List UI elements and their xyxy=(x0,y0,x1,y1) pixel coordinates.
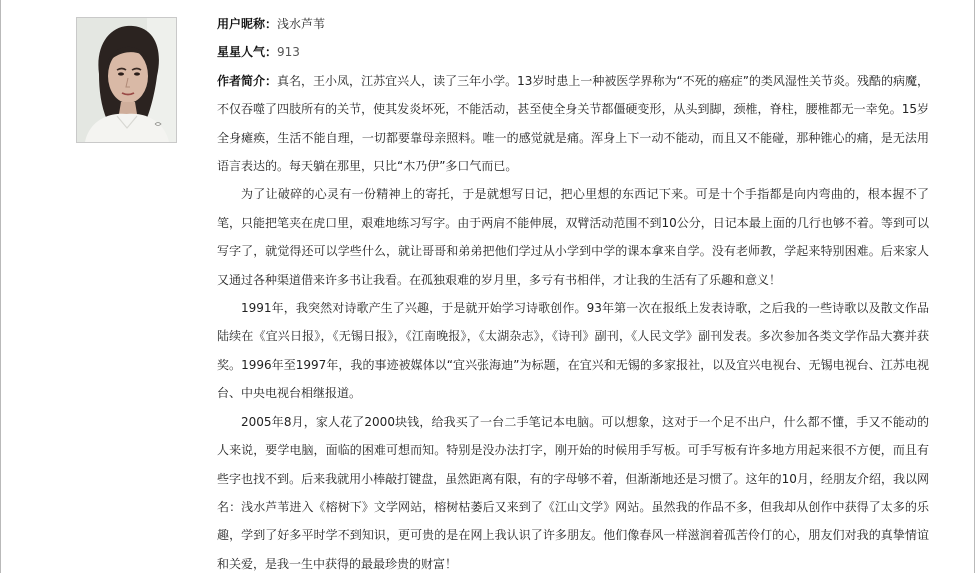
author-profile xyxy=(217,10,929,578)
bio-paragraph-1: 为了让破碎的心灵有一份精神上的寄托，于是就想写日记，把心里想的东西记下来。可是十个手指都是向内弯曲的，根本握不了笔，只能把笔夹在虎口里，艰难地练习写字。由于两肩不能伸展，双臂活动范围不到10公分，日记本最上面的几行也够不着。等到可以写字了，就觉得还可以学些什么，就让哥哥和弟弟把他们学过从小学到中学的课本拿来自学。没有老师教，学起来特别困难。后来家人又通过各种渠道借来许多书让我看。在孤独艰难的岁月里，多亏有书相伴，才让我的生活有了乐趣和意义！ xyxy=(217,187,929,287)
nickname-value: 浅水芦苇 xyxy=(277,17,326,31)
nickname-row xyxy=(217,10,929,38)
intro-label: 作者简介： xyxy=(217,73,278,88)
page-border-left xyxy=(0,0,1,573)
popularity-value: 913 xyxy=(277,45,300,60)
bio-paragraph-3: 2005年8月，家人花了2000块钱，给我买了一台二手笔记本电脑。可以想象，这对于一个足不出户，什么都不懂，手又不能动的人来说，要学电脑，面临的困难可想而知。特别是没办法打字，刚开始的时候用手写板。可手写板有许多地方用起来很不方便，而且有些字也找不到。后来我就用小棒敲打键盘，虽然距离有限，有的字母够不着，但渐渐地还是习惯了。这年的10月，经朋友介绍，我以网名：浅水芦苇进入《榕树下》文学网站，榕树枯萎后又来到了《江山文学》网站。虽然我的作品不多，但我却从创作中获得了太多的乐趣，学到了好多平时学不到知识，更可贵的是在网上我认识了许多朋友。他们像春风一样滋润着孤苦伶仃的心，朋友们对我的真挚情谊和关爱，是我一生中获得的最最珍贵的财富！ xyxy=(217,414,929,571)
intro-row xyxy=(217,67,929,181)
nickname-label: 用户昵称： xyxy=(217,17,278,31)
author-photo xyxy=(76,17,177,143)
intro-text: 真名，王小凤，江苏宜兴人，读了三年小学。13岁时患上一种被医学界称为“不死的癌症”的类风湿性关节炎。残酷的病魔，不仅吞噬了四肢所有的关节，使其发炎坏死，不能活动，甚至使全身关节都僵硬变形，从头到脚，颈椎，脊柱，腰椎都无一幸免。15岁全身瘫痪，生活不能自理，一切都要靠母亲照料。唯一的感觉就是痛。浑身上下一动不能动，而且又不能碰，那种锥心的痛，是无法用语言表达的。每天躺在那里，只比“木乃伊”多口气而已。 xyxy=(217,73,929,174)
bio-paragraph-2: 1991年，我突然对诗歌产生了兴趣，于是就开始学习诗歌创作。93年第一次在报纸上发表诗歌，之后我的一些诗歌以及散文作品陆续在《宜兴日报》，《无锡日报》，《江南晚报》，《太湖杂志》，《诗刊》副刊，《人民文学》副刊发表。多次参加各类文学作品大赛并获奖。1996年至1997年，我的事迹被媒体以“宜兴张海迪”为标题，在宜兴和无锡的多家报社，以及宜兴电视台、无锡电视台、江苏电视台、中央电视台相继报道。 xyxy=(217,301,929,401)
popularity-label: 星星人气： xyxy=(217,45,278,60)
author-photo-image xyxy=(77,18,176,142)
popularity-row xyxy=(217,38,929,66)
page-border-right xyxy=(974,0,975,573)
